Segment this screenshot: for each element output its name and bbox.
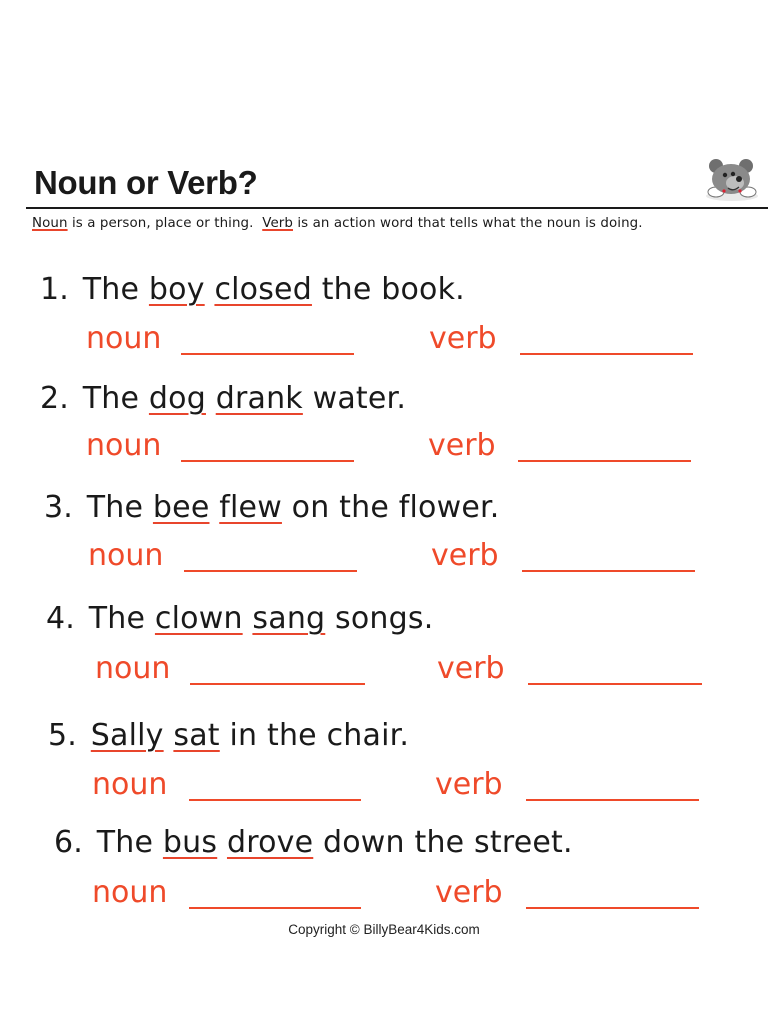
noun-answer-blank[interactable] <box>184 570 357 572</box>
word-space <box>217 825 227 860</box>
noun-word: clown <box>154 601 243 636</box>
noun-answer-blank[interactable] <box>181 460 354 462</box>
bear-mascot-icon <box>702 156 762 202</box>
verb-answer-blank[interactable] <box>520 353 693 355</box>
page-title: Noun or Verb? <box>34 164 258 201</box>
noun-answer-label: noun <box>92 875 168 910</box>
noun-word: bee <box>152 490 210 525</box>
sentence-text-post: songs. <box>325 601 434 636</box>
verb-word: sang <box>252 601 326 636</box>
word-space <box>209 490 219 525</box>
noun-answer-blank[interactable] <box>181 353 354 355</box>
verb-answer-blank[interactable] <box>526 907 699 909</box>
noun-word: Sally <box>90 718 164 753</box>
noun-answer-label: noun <box>95 651 171 686</box>
sentence-number: 1. <box>40 272 70 307</box>
sentence-5 <box>48 718 409 753</box>
sentence-text-pre: The <box>82 272 149 307</box>
verb-answer-blank[interactable] <box>518 460 691 462</box>
verb-word: drank <box>215 381 303 416</box>
verb-word: closed <box>214 272 312 307</box>
verb-word: drove <box>226 825 314 860</box>
sentence-number: 4. <box>46 601 76 636</box>
sentence-1 <box>40 272 465 307</box>
noun-word: dog <box>148 381 206 416</box>
noun-definition: is a person, place or thing. <box>67 216 263 231</box>
noun-answer-label: noun <box>92 767 168 802</box>
verb-answer-label: verb <box>435 767 503 802</box>
word-space <box>205 272 215 307</box>
word-space <box>164 718 174 753</box>
sentence-text-pre: The <box>88 601 155 636</box>
noun-answer-blank[interactable] <box>189 799 361 801</box>
verb-answer-label: verb <box>435 875 503 910</box>
sentence-text-post: in the chair. <box>219 718 410 753</box>
sentence-3 <box>44 490 500 525</box>
verb-word: flew <box>219 490 282 525</box>
sentence-text-post: on the flower. <box>281 490 500 525</box>
word-space <box>243 601 253 636</box>
noun-answer-label: noun <box>88 538 164 573</box>
noun-answer-label: noun <box>86 428 162 463</box>
verb-answer-blank[interactable] <box>522 570 695 572</box>
noun-answer-blank[interactable] <box>189 907 361 909</box>
verb-answer-label: verb <box>437 651 505 686</box>
sentence-number: 5. <box>48 718 78 753</box>
sentence-2 <box>40 381 406 416</box>
sentence-text-post: water. <box>302 381 407 416</box>
sentence-text-post: the book. <box>311 272 465 307</box>
sentence-4 <box>46 601 433 636</box>
noun-word: boy <box>148 272 205 307</box>
definition-line <box>32 216 643 231</box>
verb-term: Verb <box>262 216 293 231</box>
sentence-number: 3. <box>44 490 74 525</box>
noun-word: bus <box>162 825 218 860</box>
verb-answer-blank[interactable] <box>528 683 702 685</box>
sentence-text-pre: The <box>86 490 153 525</box>
sentence-6 <box>54 825 573 860</box>
title-rule <box>26 207 768 209</box>
verb-answer-label: verb <box>429 321 497 356</box>
noun-answer-blank[interactable] <box>190 683 365 685</box>
word-space <box>206 381 216 416</box>
sentence-text-post: down the street. <box>313 825 573 860</box>
copyright-notice: Copyright © BillyBear4Kids.com <box>288 922 480 937</box>
sentence-text-pre: The <box>82 381 149 416</box>
sentence-text-pre: The <box>96 825 163 860</box>
verb-answer-label: verb <box>428 428 496 463</box>
verb-answer-label: verb <box>431 538 499 573</box>
sentence-number: 6. <box>54 825 84 860</box>
verb-answer-blank[interactable] <box>526 799 699 801</box>
verb-word: sat <box>173 718 220 753</box>
sentence-number: 2. <box>40 381 70 416</box>
noun-term: Noun <box>32 216 68 231</box>
noun-answer-label: noun <box>86 321 162 356</box>
verb-definition: is an action word that tells what the noun is doing. <box>293 216 643 231</box>
